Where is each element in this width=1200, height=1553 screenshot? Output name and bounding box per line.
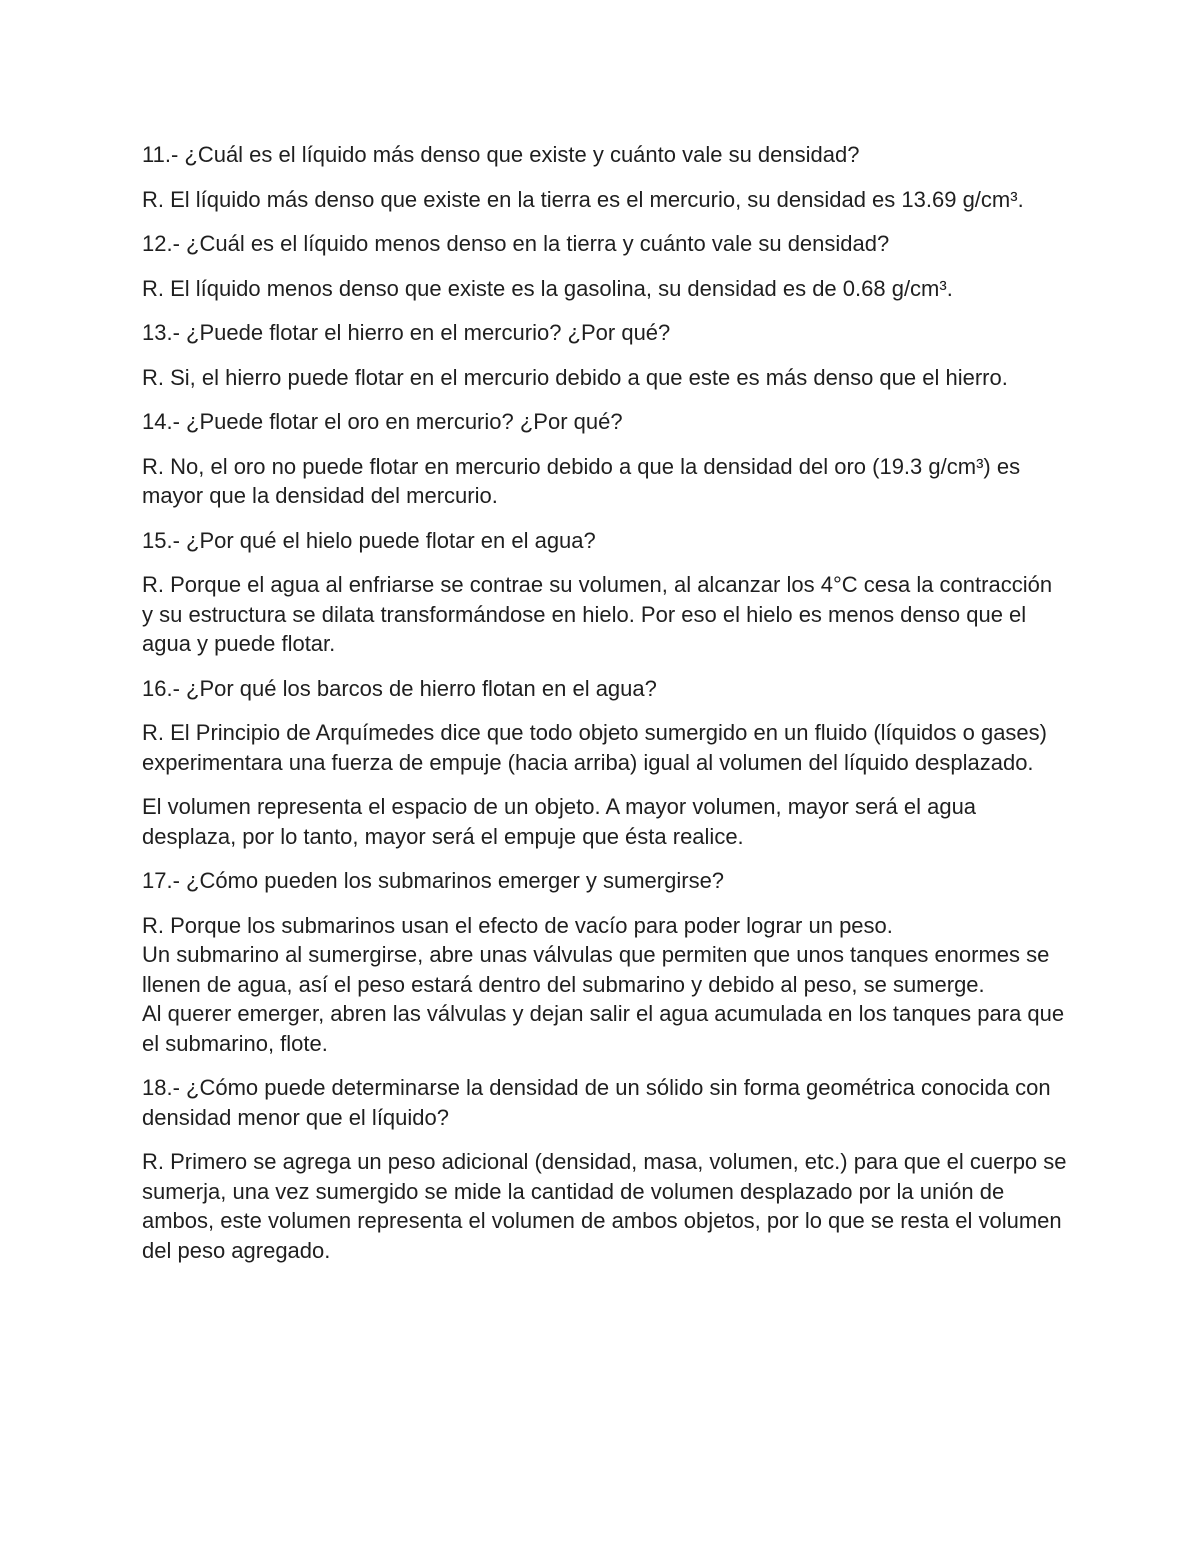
answer-17: R. Porque los submarinos usan el efecto de vacío para poder lograr un peso. Un submarino al sumergirse, abre unas válvulas que permiten que unos tanques enormes se llenen de agua, así el peso estará dentro del submarino y debido al peso, se sumerge. Al querer emerger, abren las válvulas y dejan salir el agua acumulada en los tanques para que el submarino, flote. [142,912,1065,1056]
answer-16-continued: El volumen representa el espacio de un objeto. A mayor volumen, mayor será el agua desplaza, por lo tanto, mayor será el empuje que ésta realice. [142,794,977,849]
question-12: 12.- ¿Cuál es el líquido menos denso en la tierra y cuánto vale su densidad? [142,231,890,256]
answer-12: R. El líquido menos denso que existe es la gasolina, su densidad es de 0.68 g/cm³. [142,275,953,301]
question-14: 14.- ¿Puede flotar el oro en mercurio? ¿Por qué? [142,409,623,434]
question-15: 15.- ¿Por qué el hielo puede flotar en el agua? [142,527,596,553]
document-page [142,140,1067,1280]
question-11: 11.- ¿Cuál es el líquido más denso que existe y cuánto vale su densidad? [142,142,860,167]
question-16: 16.- ¿Por qué los barcos de hierro flotan en el agua? [142,675,657,701]
question-18: 18.- ¿Cómo puede determinarse la densidad de un sólido sin forma geométrica conocida con densidad menor que el líquido? [142,1075,1051,1130]
answer-15: R. Porque el agua al enfriarse se contrae su volumen, al alcanzar los 4°C cesa la contracción y su estructura se dilata transformándose en hielo. Por eso el hielo es menos denso que el agua y puede flotar. [142,572,1053,656]
question-13: 13.- ¿Puede flotar el hierro en el mercurio? ¿Por qué? [142,320,671,345]
answer-13: R. Si, el hierro puede flotar en el mercurio debido a que este es más denso que el hierro. [142,364,1008,390]
answer-18: R. Primero se agrega un peso adicional (densidad, masa, volumen, etc.) para que el cuerpo se sumerja, una vez sumergido se mide la cantidad de volumen desplazado por la unión de ambos, este volumen representa el volumen de ambos objetos, por lo que se resta el volumen del peso agregado. [142,1149,1067,1263]
answer-11: R. El líquido más denso que existe en la tierra es el mercurio, su densidad es 13.69 g/cm³. [142,186,1024,212]
answer-14: R. No, el oro no puede flotar en mercurio debido a que la densidad del oro (19.3 g/cm³) es mayor que la densidad del mercurio. [142,453,1021,508]
question-17: 17.- ¿Cómo pueden los submarinos emerger y sumergirse? [142,868,725,893]
answer-16: R. El Principio de Arquímedes dice que todo objeto sumergido en un fluido (líquidos o gases) experimentara una fuerza de empuje (hacia arriba) igual al volumen del líquido desplazado. [142,720,1047,775]
